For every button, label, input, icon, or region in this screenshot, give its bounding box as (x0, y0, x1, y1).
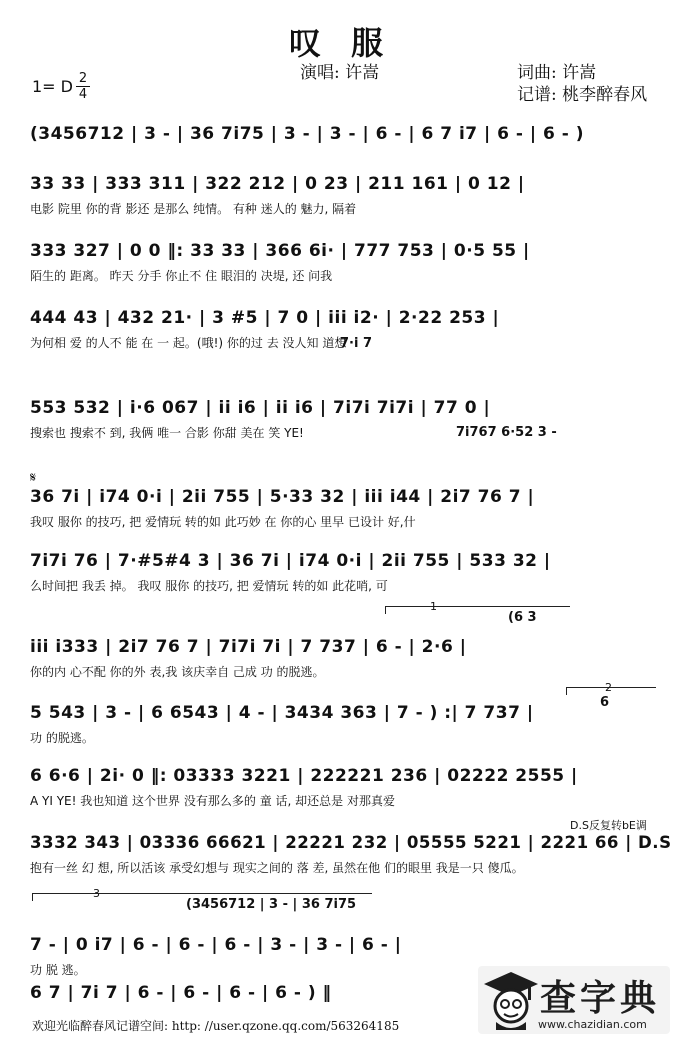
lyric-row-2: 电影 院里 你的背 影还 是那么 纯情。 有种 迷人的 魅力, 隔着 (30, 202, 357, 216)
notation-row-7: 7i7i 76 | 7·#5#4 3 | 36 7i | i74 0·i | 2ii 755 | 533 32 | (30, 551, 551, 571)
lyric-row-3: 陌生的 距离。 昨天 分手 你止不 住 眼泪的 决堤, 还 问我 (30, 269, 333, 283)
time-signature (76, 72, 90, 101)
notation-row-5: 553 532 | i·6 067 | ii i6 | ii i6 | 7i7i 7i7i | 77 0 | (30, 398, 491, 418)
notation-row-6: 36 7i | i74 0·i | 2ii 755 | 5·33 32 | iii i44 | 2i7 76 7 | (30, 487, 535, 507)
row8-sub-notes: (6 3 (508, 610, 537, 625)
composer-credit: 词曲: 许嵩 (517, 63, 597, 83)
lyric-row-4: 为何相 爱 的人不 能 在 一 起。(哦!) 你的过 去 没人知 道想 (30, 336, 347, 350)
time-signature-top: 2 (78, 71, 88, 86)
volta-1-label: 1 (430, 600, 437, 613)
notation-row-3: 333 327 | 0 0 ‖: 33 33 | 366 6i· | 777 753 | 0·5 55 | (30, 241, 530, 261)
volta-3-tick (32, 893, 33, 901)
footer-text: 欢迎光临醉春风记谱空间: http: //user.qzone.qq.com/563264185 (32, 1019, 400, 1033)
lyric-row-8: 你的内 心不配 你的外 表,我 该庆幸自 己成 功 的脱逃。 (30, 665, 325, 679)
notation-row-9: 5 543 | 3 - | 6 6543 | 4 - | 3434 363 | 7 - ) :| 7 737 | (30, 703, 534, 723)
notation-row-4: 444 43 | 432 21· | 3 #5 | 7 0 | iii i2· | 2·22 253 | (30, 308, 500, 328)
notation-row-1: (3456712 | 3 - | 36 7i75 | 3 - | 3 - | 6 - | 6 7 i7 | 6 - | 6 - ) (30, 124, 584, 144)
row4-sub-notes: 7·i 7 (340, 336, 373, 351)
lyric-row-7: 么时间把 我丢 掉。 我叹 服你 的技巧, 把 爱情玩 转的如 此花哨, 可 (30, 579, 388, 593)
key-signature: 1= D (32, 77, 73, 96)
row9-sub-notes: 6 (600, 695, 610, 710)
time-signature-bottom: 4 (78, 87, 88, 102)
notation-row-11: 3332 343 | 03336 66621 | 22221 232 | 05555 5221 | 2221 66 | D.S (30, 833, 672, 853)
logo-title: 查字典 (540, 978, 661, 1019)
volta-1-tick (385, 606, 386, 614)
transcriber-credit: 记谱: 桃李醉春风 (517, 85, 648, 105)
lyric-row-9: 功 的脱逃。 (30, 731, 94, 745)
segno-mark: 𝄋 (30, 470, 37, 486)
volta-2-label: 2 (605, 681, 612, 694)
lyric-row-6: 我叹 服你 的技巧, 把 爱情玩 转的如 此巧妙 在 你的心 里早 已设计 好,什 (30, 515, 416, 529)
singer-credit: 演唱: 许嵩 (300, 63, 380, 83)
notation-row-12: 7 - | 0 i7 | 6 - | 6 - | 6 - | 3 - | 3 - | 6 - | (30, 935, 402, 955)
volta-3-label: 3 (93, 887, 100, 900)
notation-row-2: 33 33 | 333 311 | 322 212 | 0 23 | 211 161 | 0 12 | (30, 174, 525, 194)
ds-note: D.S反复转bE调 (570, 819, 647, 832)
volta-1-line (385, 606, 570, 607)
notation-row-8: iii i333 | 2i7 76 7 | 7i7i 7i | 7 737 | 6 - | 2·6 | (30, 637, 467, 657)
row5-sub-notes: 7i767 6·52 3 - (456, 425, 557, 440)
lyric-row-5: 搜索也 搜索不 到, 我俩 唯一 合影 你甜 美在 笑 YE! (30, 426, 304, 440)
lyric-row-10: A YI YE! 我也知道 这个世界 没有那么多的 童 话, 却还总是 对那真爱 (30, 794, 395, 808)
graduate-icon (482, 968, 540, 1030)
volta-3-line (32, 893, 372, 894)
row12-sub-notes: (3456712 | 3 - | 36 7i75 (186, 897, 357, 912)
notation-row-10: 6 6·6 | 2i· 0 ‖: 03333 3221 | 222221 236 | 02222 2555 | (30, 766, 578, 786)
lyric-row-11: 抱有一丝 幻 想, 所以活该 承受幻想与 现实之间的 落 差, 虽然在他 们的眼里 我是一只 傻瓜。 (30, 861, 524, 875)
volta-2-tick (566, 687, 567, 695)
lyric-row-12: 功 脱 逃。 (30, 963, 86, 977)
logo-url: www.chazidian.com (538, 1018, 647, 1031)
song-title: 叹服 (289, 24, 414, 62)
notation-row-13: 6 7 | 7i 7 | 6 - | 6 - | 6 - | 6 - ) ‖ (30, 983, 332, 1003)
